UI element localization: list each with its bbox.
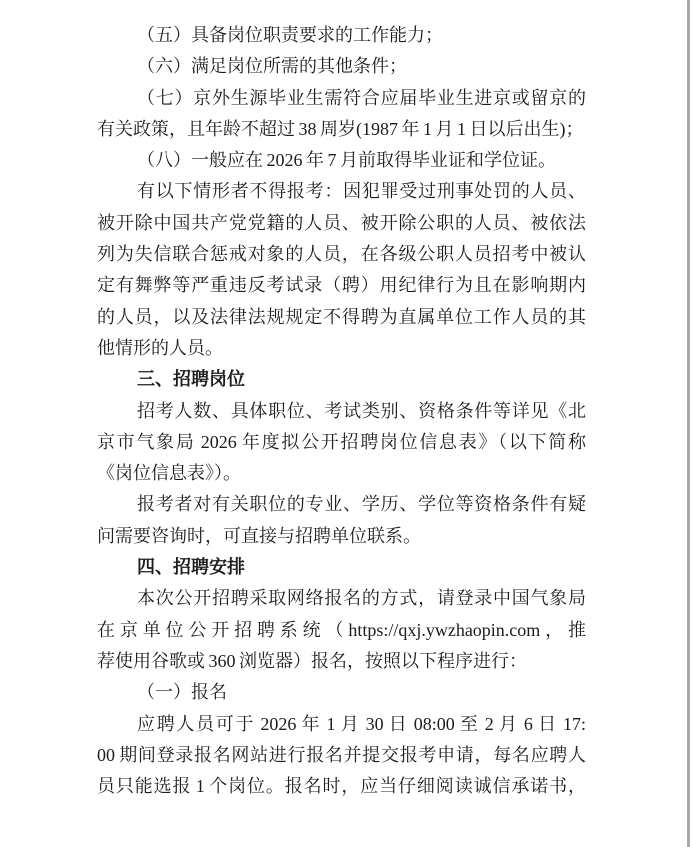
text-line: 在京单位公开招聘系统（https://qxj.ywzhaopin.com，推 (97, 619, 586, 640)
text-line: 荐使用谷歌或 360 浏览器）报名，按照以下程序进行： (97, 650, 527, 671)
text-line: 京市气象局 2026 年度拟公开招聘岗位信息表》（以下简称 (97, 431, 586, 452)
text-line: （五）具备岗位职责要求的工作能力； (137, 25, 443, 45)
text-line: 列为失信联合惩戒对象的人员，在各级公职人员招考中被认 (97, 244, 586, 265)
document-body (97, 20, 586, 802)
section-heading: 四、招聘安排 (137, 557, 245, 578)
text-line: （六）满足岗位所需的其他条件； (137, 56, 407, 77)
text-line: 他情形的人员。 (97, 337, 223, 358)
section-heading: 三、招聘岗位 (137, 369, 245, 390)
text-line: 本次公开招聘采取网络报名的方式，请登录中国气象局 (137, 588, 586, 609)
text-line: 《岗位信息表》）。 (97, 463, 241, 484)
text-line: 00 期间登录报名网站进行报名并提交报考申请，每名应聘人 (97, 744, 586, 765)
text-line: 的人员，以及法律法规规定不得聘为直属单位工作人员的其 (97, 306, 586, 327)
text-line: 报考者对有关职位的专业、学历、学位等资格条件有疑 (137, 494, 586, 515)
text-line: 有以下情形者不得报考：因犯罪受过刑事处罚的人员、 (137, 181, 586, 202)
text-line: （一）报名 (137, 682, 227, 703)
text-line: 定有舞弊等严重违反考试录（聘）用纪律行为且在影响期内 (97, 275, 586, 296)
page-right-edge (687, 0, 690, 847)
text-line: 应聘人员可于 2026 年 1 月 30 日 08:00 至 2 月 6 日 17: (137, 713, 586, 734)
text-line: 有关政策，且年龄不超过 38 周岁(1987 年 1 月 1 日以后出生)； (97, 118, 584, 139)
text-line: 招考人数、具体职位、考试类别、资格条件等详见《北 (137, 400, 586, 421)
text-line: 被开除中国共产党党籍的人员、被开除公职的人员、被依法 (97, 212, 586, 233)
text-line: 员只能选报 1 个岗位。报名时，应当仔细阅读诚信承诺书， (97, 776, 586, 797)
text-line: 问需要咨询时，可直接与招聘单位联系。 (97, 525, 421, 546)
text-line: （八）一般应在 2026 年 7 月前取得毕业证和学位证。 (137, 150, 556, 171)
text-line: （七）京外生源毕业生需符合应届毕业生进京或留京的 (137, 87, 586, 108)
